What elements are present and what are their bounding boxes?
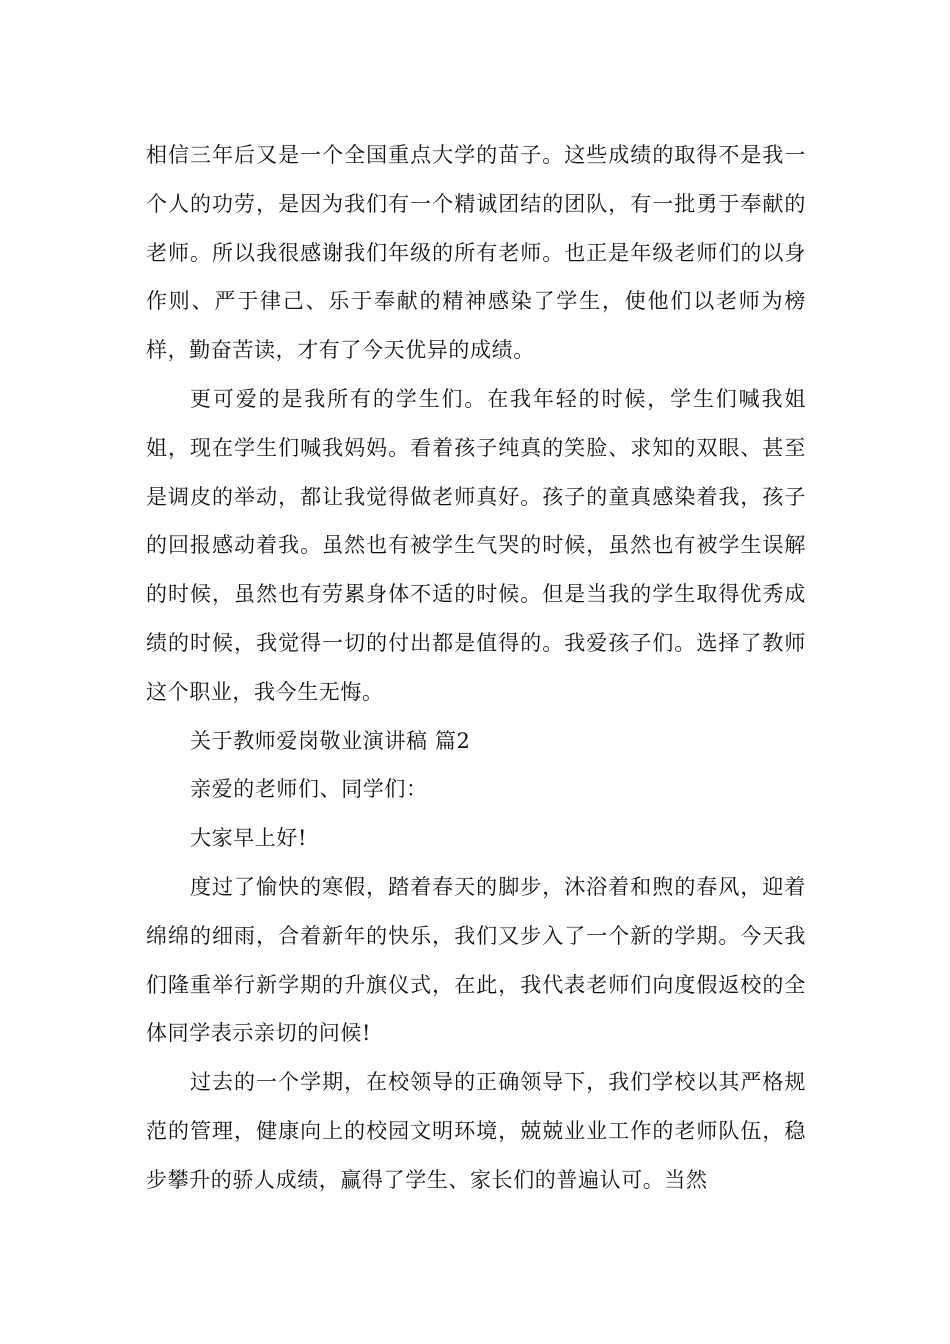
- paragraph-1: 相信三年后又是一个全国重点大学的苗子。这些成绩的取得不是我一个人的功劳，是因为我们有一个精诚团结的团队，有一批勇于奉献的老师。所以我很感谢我们年级的所有老师。也正是年级老师们的以身作则、严于律己、乐于奉献的精神感染了学生，使他们以老师为榜样，勤奋苦读，才有了今天优异的成绩。: [146, 143, 806, 363]
- paragraph-2: 更可爱的是我所有的学生们。在我年轻的时候，学生们喊我姐姐，现在学生们喊我妈妈。看着孩子纯真的笑脸、求知的双眼、甚至是调皮的举动，都让我觉得做老师真好。孩子的童真感染着我，孩子的回报感动着我。虽然也有被学生气哭的时候，虽然也有被学生误解的时候，虽然也有劳累身体不适的时候。但是当我的学生取得优秀成绩的时候，我觉得一切的付出都是值得的。我爱孩子们。选择了教师这个职业，我今生无悔。: [146, 386, 806, 704]
- greeting: 大家早上好!: [190, 826, 308, 851]
- document-body: [146, 131, 806, 1205]
- paragraph-4: 过去的一个学期，在校领导的正确领导下，我们学校以其严格规范的管理，健康向上的校园文明环境，兢兢业业工作的老师队伍，稳步攀升的骄人成绩，赢得了学生、家长们的普遍认可。当然: [146, 1070, 806, 1192]
- salutation: 亲爱的老师们、同学们：: [190, 777, 428, 802]
- section-heading: 关于教师爱岗敬业演讲稿 篇2: [190, 728, 471, 753]
- paragraph-3: 度过了愉快的寒假，踏着春天的脚步，沐浴着和煦的春风，迎着绵绵的细雨，合着新年的快乐，我们又步入了一个新的学期。今天我们隆重举行新学期的升旗仪式，在此，我代表老师们向度假返校的全体同学表示亲切的问候!: [146, 874, 806, 1046]
